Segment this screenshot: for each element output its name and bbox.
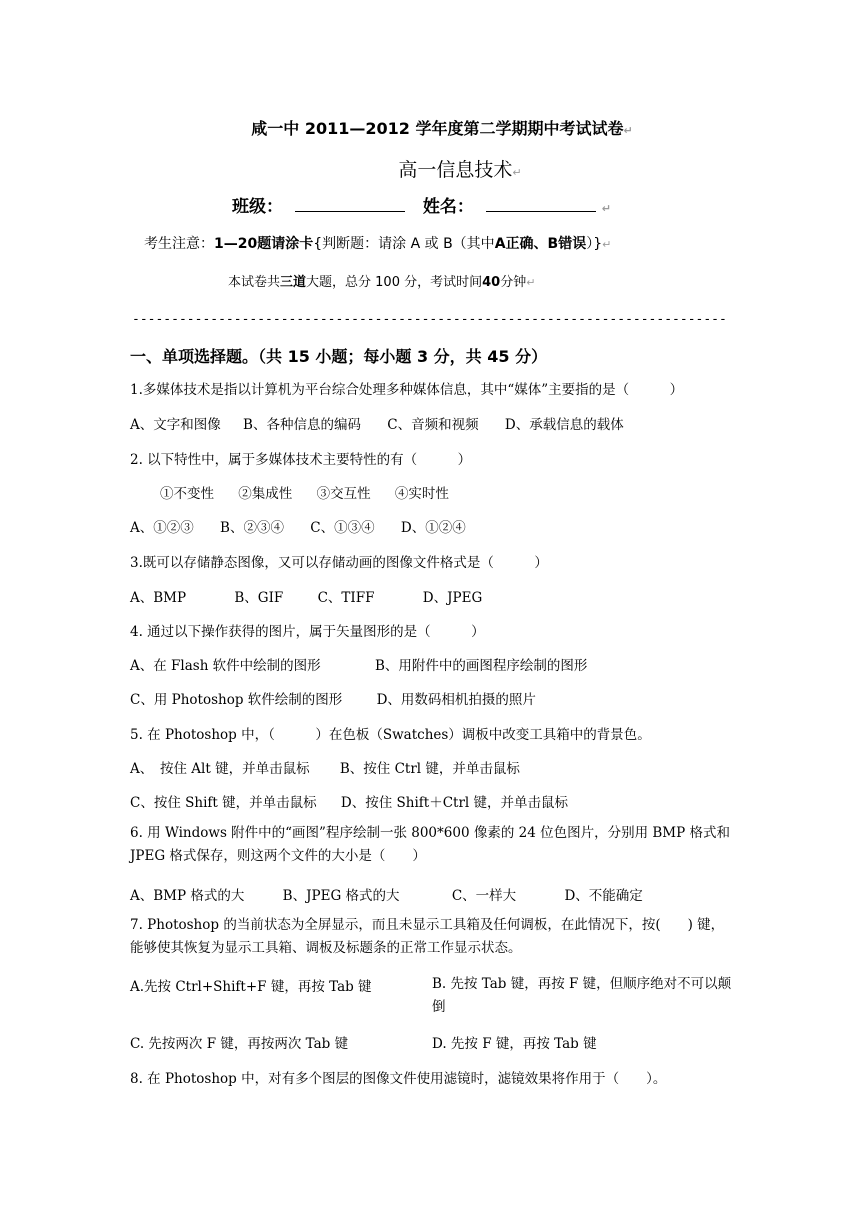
student-info-row: 班级： 姓名： ↵	[232, 197, 611, 217]
separator-line: ----------------------------------------------------------------------------	[132, 312, 727, 327]
option-a[interactable]: A、在 Flash 软件中绘制的图形	[130, 658, 321, 674]
question-6: 6. 用 Windows 附件中的“画图”程序绘制一张 800*600 像素的 24 位色图片，分别用 BMP 格式和 JPEG 格式保存，则这两个文件的大小是（ ）	[130, 825, 730, 864]
option-b[interactable]: B、GIF	[234, 590, 284, 606]
option-c[interactable]: C、TIFF	[317, 590, 375, 606]
item-2: ②集成性	[238, 486, 293, 502]
option-a[interactable]: A、 按住 Alt 键，并单击鼠标	[130, 761, 310, 777]
question-1: 1.多媒体技术是指以计算机为平台综合处理多种媒体信息，其中“媒体”主要指的是（ ）	[130, 382, 684, 398]
option-a[interactable]: A、BMP	[130, 590, 187, 606]
question-4-options-row1	[130, 654, 587, 674]
question-2-options	[130, 516, 466, 536]
name-blank[interactable]	[486, 197, 596, 212]
option-d[interactable]: D、用数码相机拍摄的照片	[376, 692, 536, 708]
option-b[interactable]: B、用附件中的画图程序绘制的图形	[374, 658, 588, 674]
question-5-options-row1	[130, 757, 520, 777]
question-7: 7. Photoshop 的当前状态为全屏显示，而且未显示工具箱及任何调板，在此情况下，按( ) 键，能够使其恢复为显示工具箱、调板及标题条的正常工作显示状态。	[130, 917, 725, 956]
item-3: ③交互性	[316, 486, 371, 502]
option-b[interactable]: B、各种信息的编码	[243, 417, 361, 433]
option-b[interactable]: B、②③④	[220, 520, 284, 536]
question-7-option-b[interactable]: B. 先按 Tab 键，再按 F 键，但顺序绝对不可以颠倒	[432, 976, 732, 1015]
exam-title: 咸一中 2011—2012 学年度第二学期期中考试试卷↵	[251, 119, 633, 138]
item-4: ④实时性	[394, 486, 449, 502]
option-c[interactable]: C、一样大	[451, 888, 517, 904]
question-1-options	[130, 413, 624, 433]
question-3-options	[130, 586, 482, 606]
option-c[interactable]: C、音频和视频	[387, 417, 479, 433]
question-6-options	[130, 884, 643, 904]
option-d[interactable]: D、按住 Shift＋Ctrl 键，并单击鼠标	[340, 795, 569, 811]
option-a[interactable]: A、BMP 格式的大	[130, 888, 245, 904]
question-7-option-a[interactable]: A.先按 Ctrl+Shift+F 键，再按 Tab 键	[130, 979, 372, 995]
exam-notice: 考生注意：1—20题请涂卡{判断题：请涂 A 或 B（其中A正确、B错误）}↵	[144, 236, 612, 252]
option-c[interactable]: C、按住 Shift 键，并单击鼠标	[130, 795, 317, 811]
question-4-options-row2	[130, 688, 536, 708]
exam-summary: 本试卷共三道大题，总分 100 分，考试时间40分钟↵	[228, 275, 536, 290]
question-2-items	[160, 482, 449, 502]
option-d[interactable]: D、不能确定	[564, 888, 643, 904]
option-c[interactable]: C. 先按两次 F 键，再按两次 Tab 键	[130, 1036, 349, 1052]
question-5: 5. 在 Photoshop 中，（ ）在色板（Swatches）调板中改变工具箱中的背景色。	[130, 727, 651, 743]
question-8: 8. 在 Photoshop 中，对有多个图层的图像文件使用滤镜时，滤镜效果将作用于（ ）。	[130, 1071, 667, 1087]
class-blank[interactable]	[295, 197, 405, 212]
exam-subtitle: 高一信息技术↵	[398, 159, 522, 181]
question-7-options-row2	[130, 1032, 348, 1052]
option-d[interactable]: D、承载信息的载体	[504, 417, 624, 433]
question-2: 2. 以下特性中，属于多媒体技术主要特性的有（ ）	[130, 452, 472, 468]
name-label: 姓名：	[422, 197, 474, 217]
section-title: 一、单项选择题。（共 15 小题；每小题 3 分，共 45 分）	[130, 347, 548, 366]
question-4: 4. 通过以下操作获得的图片，属于矢量图形的是（ ）	[130, 624, 485, 640]
option-c[interactable]: C、用 Photoshop 软件绘制的图形	[130, 692, 343, 708]
item-1: ①不变性	[160, 486, 214, 502]
option-c[interactable]: C、①③④	[310, 520, 375, 536]
option-b[interactable]: B、按住 Ctrl 键，并单击鼠标	[339, 761, 520, 777]
option-a[interactable]: A、文字和图像	[130, 417, 221, 433]
option-d[interactable]: D、①②④	[400, 520, 466, 536]
question-5-options-row2	[130, 791, 568, 811]
option-b[interactable]: B、JPEG 格式的大	[282, 888, 400, 904]
question-3: 3.既可以存储静态图像，又可以存储动画的图像文件格式是（ ）	[130, 555, 548, 571]
question-7-option-d[interactable]: D. 先按 F 键，再按 Tab 键	[432, 1036, 597, 1052]
option-d[interactable]: D、JPEG	[422, 590, 483, 606]
class-label: 班级：	[232, 197, 283, 217]
option-a[interactable]: A、①②③	[130, 520, 194, 536]
